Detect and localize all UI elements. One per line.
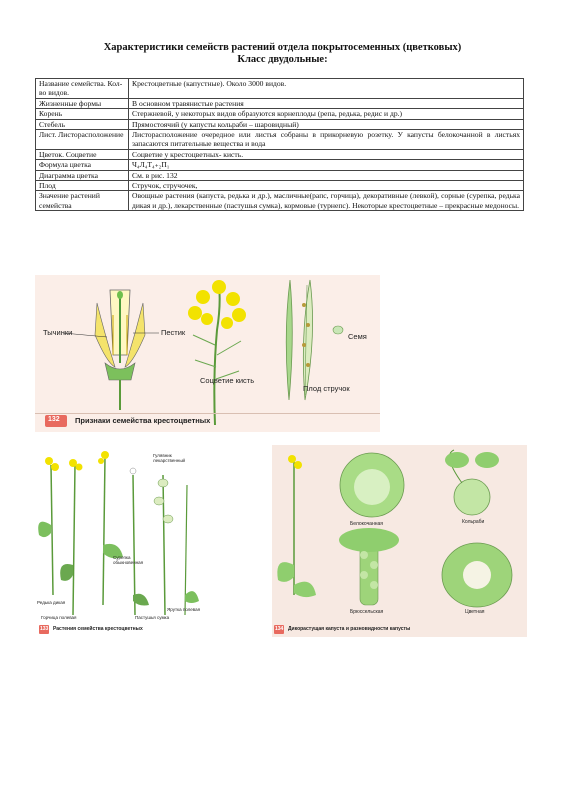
row-value: См. в рис. 132 [129,170,524,180]
label-wild-radish: Редька дикая [37,600,66,605]
title-line-1: Характеристики семейств растений отдела покрытосеменных (цветковых) [103,42,462,53]
label-field-mustard: Горчица полевая [41,615,77,620]
row-value: Стержневой, у некоторых видов образуются корнеплоды (репа, редька, редис и др.) [129,109,524,119]
figure-132 [35,275,380,432]
row-key: Лист. Листорасположение [36,130,129,150]
table-row [36,170,524,180]
figure-134-number: 134 [275,626,284,632]
row-key: Цветок. Соцветие [36,149,129,159]
label-white-cabbage: Белокочанная [350,521,383,527]
row-key: Жизненные формы [36,98,129,108]
label-shepherds-purse: Пастушья сумка [135,615,170,620]
table-row [36,79,524,99]
row-key: Плод [36,181,129,191]
cauliflower-illustration [442,543,512,607]
label-pod: Плод стручок [303,384,350,393]
figure-132-number: 132 [48,416,60,423]
row-value: Соцветие у крестоцветных- кисть. [129,149,524,159]
row-key: Формула цветка [36,160,129,170]
label-pennycress: Ярутка полевая [167,607,201,612]
row-value: Овощные растения (капуста, редька и др.), масличные(рапс, горчица), декоративные (левкой), сорные (сурепка, редька дикая и др.), лекарственные (пастушья сумка), кормовые (турнепс). Некоторые крестоцветные – прекрасные медоносы. [129,191,524,211]
figure-133 [35,445,203,637]
label-pistil: Пестик [161,328,186,337]
white-cabbage-illustration [340,453,404,517]
row-value: Крестоцветные (капустные). Около 3000 видов. [129,79,524,99]
row-key: Корень [36,109,129,119]
label-stamens: Тычинки [43,328,73,337]
figure-134-caption: Дикорастущая капуста и разновидности капусты [288,626,411,632]
row-value: Стручок, стручочек, [129,181,524,191]
label-yellow-rocket: Сурепка обыкновенная [113,555,144,565]
row-value: Ч₄Л₄Т₄₊₂П₁ [129,160,524,170]
table-row [36,160,524,170]
row-value: В основном травянистые растения [129,98,524,108]
table-row [36,130,524,150]
table-row [36,181,524,191]
table-row [36,98,524,108]
row-value: Листорасположение очередное или листья собраны в прикорневую розетку. У капусты белокочанной в листьях запасаются питательные вещества и вода [129,130,524,150]
figure-133-caption: Растения семейства крестоцветных [53,626,143,632]
title-line-2: Класс двудольные: [237,54,328,65]
label-kohlrabi: Кольраби [462,519,485,525]
label-gillyflower: Гулявник лекарственный [153,453,186,463]
table-row [36,119,524,129]
row-key: Значение растений семейства [36,191,129,211]
table-row [36,149,524,159]
figure-132-caption: Признаки семейства крестоцветных [75,416,211,425]
label-cauliflower: Цветная [465,609,485,615]
page-title [0,42,565,66]
table-row [36,191,524,211]
family-characteristics-table [35,78,524,211]
row-key: Название семейства. Кол-во видов. [36,79,129,99]
label-brussels: Брюссельская [350,609,384,615]
figure-133-number: 133 [40,626,49,632]
label-raceme: Соцветие кисть [200,376,255,385]
row-value: Прямостоячий (у капусты кольраби – шаровидный) [129,119,524,129]
row-key: Стебель [36,119,129,129]
label-seed: Семя [348,332,367,341]
table-row [36,109,524,119]
figure-134 [272,445,527,637]
row-key: Диаграмма цветка [36,170,129,180]
